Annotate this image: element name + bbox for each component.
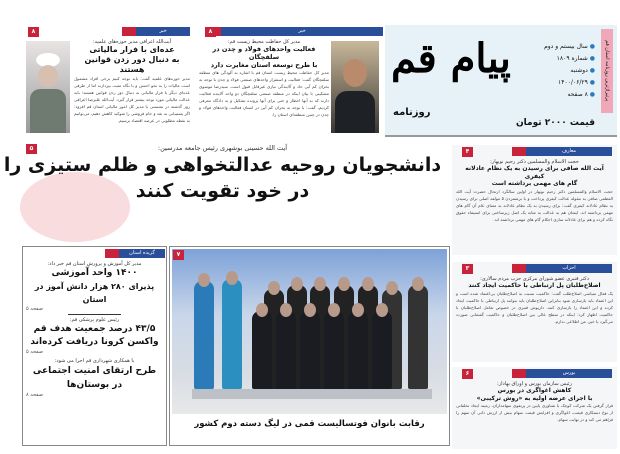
kicker: آیت‌الله اعرافی مدیر حوزه‌های علمیه: [92,39,171,45]
player-head [198,273,210,287]
masthead-vertical-strip [601,29,613,113]
kicker: رئیس علوم پزشکی قم: [69,317,120,323]
person-photo [26,41,70,133]
section-tag: بورس [526,369,612,378]
player-head [291,277,303,291]
story-center[interactable] [195,25,383,137]
player-head [352,303,364,317]
headline-line2: در بوستان‌ها [66,380,123,390]
page-number: ۵ [26,144,37,154]
page-number: ۸ [28,27,39,37]
brief-item[interactable] [26,358,163,398]
story-right-2[interactable] [452,262,617,362]
player-head [268,281,280,295]
headline: طرح ارتقای امنیت اجتماعی [32,366,157,376]
story-right-3[interactable] [452,367,617,449]
story-right-1[interactable] [452,145,617,255]
page-number: ۳ [462,264,473,274]
photo-caption: رقابت بانوان فوتسالیست قمی در لیگ دسته دوم کشور [194,419,425,429]
headline: دانشجویان روحیه عدالتخواهی و ظلم ستیزی را [3,154,442,176]
masthead-vertical-text: پرتیراژترین روزنامه استان قم [604,40,610,102]
player-head [362,277,374,291]
player-head [338,277,350,291]
kicker: آیت الله حسینی بوشهری رئیس جامعه مدرسین: [157,144,288,152]
player-head [280,303,292,317]
page-number: ۷ [173,250,184,260]
player-head [256,303,268,317]
info-item: ● ۱۴۰۰/۰۶/۲۹ [558,79,595,86]
headline-line2: با اجرای عرضه اولیه به «روش ترکیبی» [476,394,593,402]
lead-story[interactable] [0,142,445,242]
info-item: ● سال بیستم و دوم [544,43,595,50]
page-ref: صفحه ۵ [26,306,43,312]
briefs-box [22,246,167,446]
page-ref: صفحه ۸ [26,392,43,398]
story-body: یک فعال سیاسی اصلاح‌طلب گفت: حاکمیت نسبت به اصلاح‌طلبان بی‌اعتماد شده است و این اعتماد باید بازسازی شود بنابراین اصلاح‌طلبان باید بتوانند پل ارتباطی با حاکمیت ایجاد کرده و این اعتماد را بازسازی کنند. داریوش قنبری در خصوص تعامل اصلاح‌طلبان با حاکمیت اظهار کرد: اینکه در سطح عالی بین اصلاح‌طلبان و حاکمیت گفتمانی صورت می‌گیرد یا خیر، من اطلاعی ندارم. [456,290,613,324]
page-number: ۶ [462,369,473,379]
player-head [304,303,316,317]
story-body: مدیر کل حفاظت محیط زیست استان قم با اشاره به آلودگی های منطقه سلفچگان گفت: فعالیت و استقرار واحدهای صنعتی فولاد و چدن با توجه به بحران کم آبی حاد و آلایندگی نیازی غیرقابل قبول است. سیدرضا موسوی مشکینی با بیان اینکه در منطقه صنعتی سلفچگان دو واحد آلاینده فعالیت دارند که به آنها اخطار و حتی برای آنها پرونده تشکیل و به دادگاه معرفی کردیم، گفت: با توجه به بحران کم آبی در استان فعالیت واحدهای فولاد و چدن در چنین منطقه‌ای استان را. [199,70,329,118]
photo-story[interactable] [169,246,450,446]
headline: کاهش اغواگری در بورس [497,387,572,394]
section-tag: احزاب [526,264,612,273]
masthead-info [544,41,595,101]
headline: ۱۴۰۰ واحد آموزشی [51,268,138,278]
team-photo [172,249,447,414]
player-head [412,277,424,291]
headline-line2: واکسن کرونا دریافت کرده‌اند [30,337,159,347]
player-head [314,277,326,291]
player-figure [276,311,296,389]
player-figure [324,311,344,389]
kicker: با همکاری شهرداری قم اجرا می شود: [54,358,135,364]
headline: آیت الله صافی برای رسیدن به یک نظام عادلانه کیفری [465,165,604,180]
player-head [386,281,398,295]
headline-line2: در خود تقویت کنند [135,180,310,202]
section-tag: گزیده استان [119,249,165,258]
masthead-price: قیمت ۲۰۰۰ تومان [515,118,595,128]
kicker: مدیر کل آموزش و پرورش استان قم خبر داد: [47,261,142,267]
masthead-subtitle: روزنامه [393,107,431,118]
story-body: مدیر حوزه‌های علمیه گفت: باید توجه کنیم برخی افراد مشمول است مالیات را به نحو احسن و با نگاه مثبت بپردازند اما از طرفی عده‌ای دیگر با فرار مالیاتی به دنبال دور زدن قوانین هستند؛ باید عدالت مالیاتی مورد توجه بیشتر قرار گیرد. آیت‌الله علیرضا اعرافی روز گذشته در نشستی با مدیر کل امور مالیاتی استان قم افزود: اگر پشتیبانی به نقد و خام فروشی را شوکید کاهش دهیم، می‌توانیم به نقطه مطلوبی در عرصه اقتصاد برسیم. [74,76,190,123]
player-head [328,303,340,317]
player-figure [348,311,368,389]
headline: عده‌ای با فرار مالیاتی [89,45,175,54]
headline: اصلاح‌طلبان پل ارتباطی با حاکمیت ایجاد کنند [468,282,601,289]
player-head [226,271,238,285]
section-tag: خبر [221,27,383,36]
player-figure [372,311,392,389]
masthead [385,25,617,137]
brief-item[interactable] [26,317,163,355]
page-number: ۴ [462,147,473,157]
headline-line2: گام های مهمی برداشته است [491,180,578,187]
kicker: دکتر قنبری عضو شورای مرکزی حزب مردم سالاری: [480,276,589,282]
headline: فعالیت واحدهای فولاد و چدن در سلفچگان [212,45,316,62]
kicker: حجت الاسلام والمسلمین دکتر رحیم نوبهار: [490,159,579,165]
player-figure [194,281,214,389]
section-tag: خبر [136,27,190,36]
section-tag: معارف [526,147,612,156]
player-figure [222,279,242,389]
page-number: ۸ [205,27,216,37]
headline: ۴۳/۵ درصد جمعیت هدف قم [33,324,156,334]
player-figure [300,311,320,389]
person-photo [331,41,379,133]
player-head [376,303,388,317]
story-body: حجت الاسلام والمسلمین دکتر رحیم نوبهار در اولین سالگرد ارتحال حضرت آیت الله العظمی صافی به مقوله عدالت کیفری پرداخت و با برشمردن ۵ مولفه اصلی برای رسیدن به نظام عادلانه کیفری گفت: برای رسیدن به یک نظام عادلانه به معنای عام آن گام های مهمی برداشته اند. ایشان هم به عدالت به مثابه یک اصل زیرساختی برای استیفاء حقوق نگاه کرده و هم برای عادلانه سازی احکام گام های مهمی برداشته اند. [456,188,613,222]
page-ref: صفحه ۵ [26,349,43,355]
info-item: ● ۸ صفحه [567,91,595,98]
divider [68,314,121,315]
headline-line2: با طرح توسعه استان مغایرت دارد [210,61,318,70]
kicker: مدیر کل حفاظت محیط زیست قم: [227,39,301,45]
player-figure [408,285,428,389]
brief-item[interactable] [26,261,163,312]
story-body: فراز گرفتن یک شرکت کوچک با شناوری پایین در پرتفوی سهامداران، زمینه ایجاد تخلفاتی از نوع دستکاری قیمت، اغواگری و افزایش قیمت سهام بیش از ارزش ذاتی آن سهم را فراهم می کند و در نهایت سهام. [456,403,613,422]
headline-line2: به دنبال دور زدن قوانین هستند [84,55,180,74]
headline-line2: پذیرای ۲۸۰ هزار دانش آموز در استان [34,282,155,304]
player-figure [252,311,272,389]
story-left[interactable] [2,25,192,137]
kicker: رئیس سازمان بورس و اوراق بهادار: [497,381,572,387]
info-item: ● دوشنبه [570,67,595,74]
masthead-logo: پیام قم [391,35,511,82]
info-item: ● شماره ۱۸۰۹ [556,55,595,62]
